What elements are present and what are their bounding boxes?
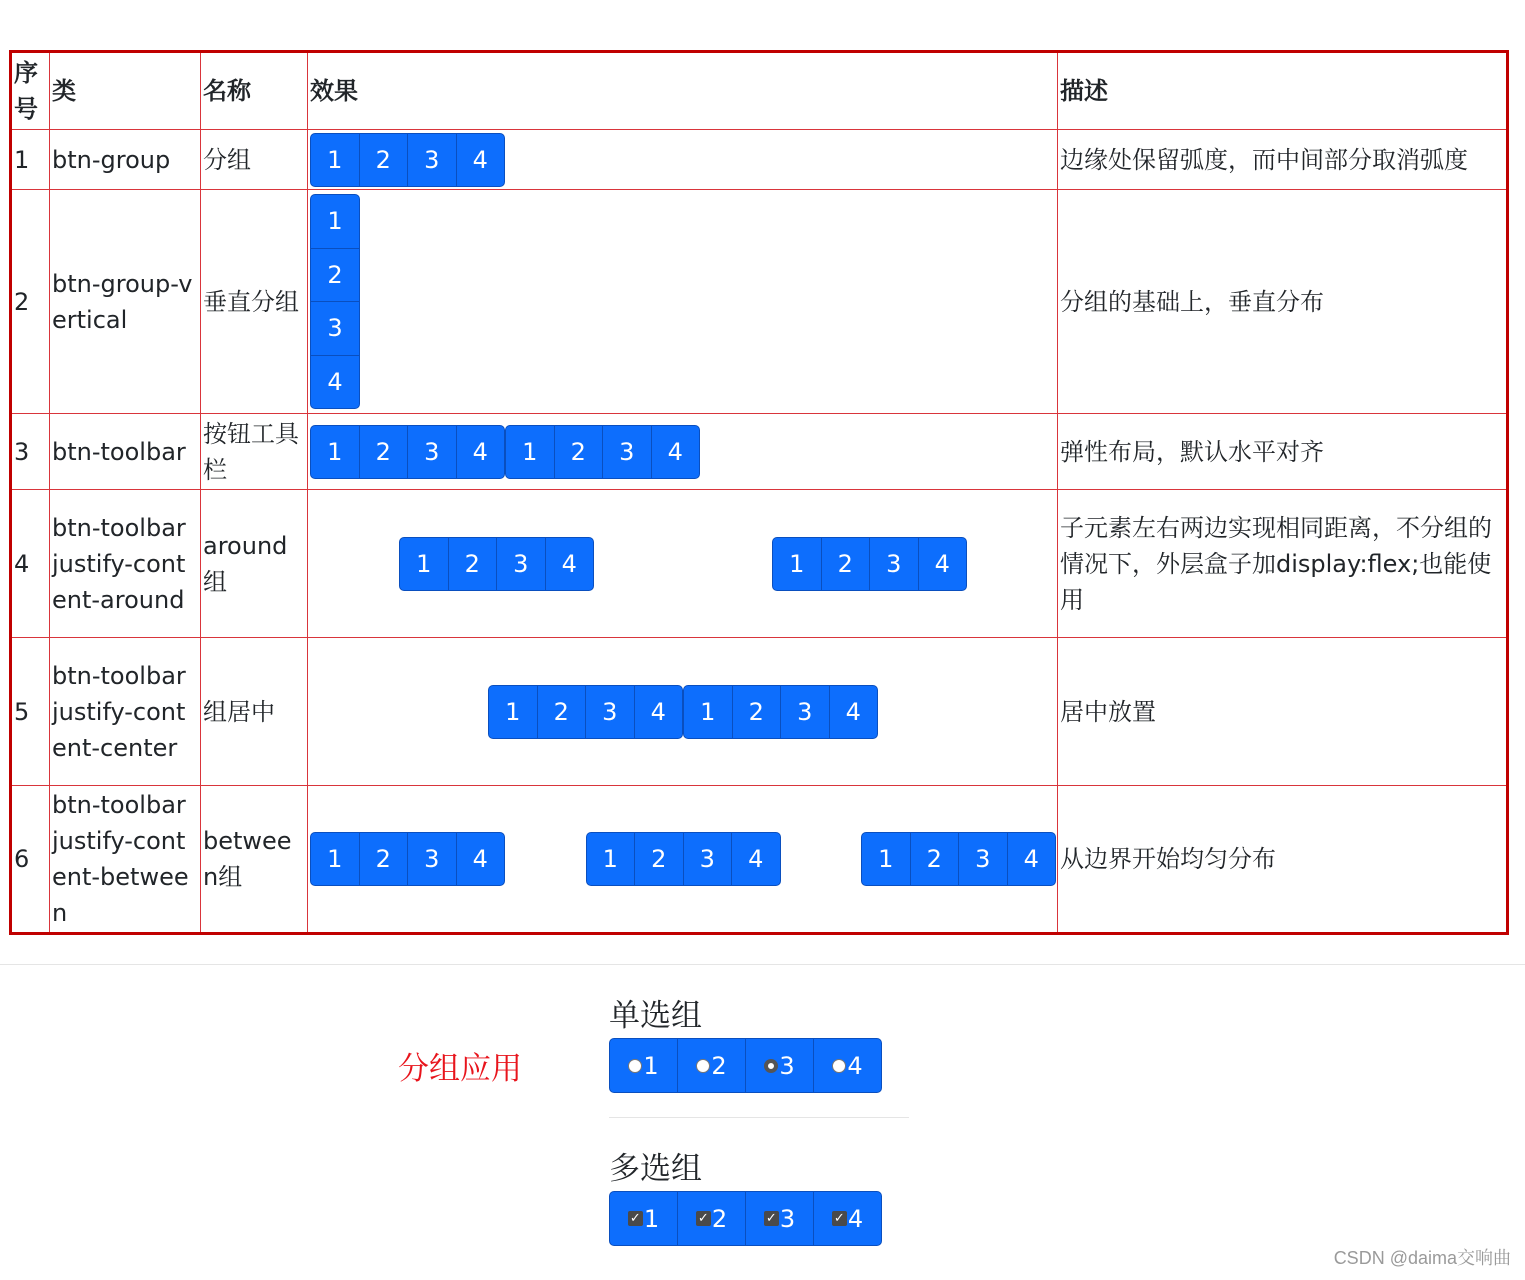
row-class: btn-toolbar justify-content-center xyxy=(50,638,201,786)
group-divider xyxy=(609,1117,909,1118)
header-description: 描述 xyxy=(1058,52,1508,130)
header-class: 类 xyxy=(50,52,201,130)
radio-selected-icon xyxy=(764,1059,778,1073)
btn-group xyxy=(310,832,505,886)
row-index: 3 xyxy=(11,414,50,490)
table-row xyxy=(11,638,1508,786)
radio-option-4[interactable] xyxy=(813,1038,882,1093)
table-row xyxy=(11,414,1508,490)
group-button[interactable]: 1 xyxy=(310,832,360,886)
group-button[interactable]: 1 xyxy=(861,832,911,886)
row-index: 4 xyxy=(11,490,50,638)
checkbox-checked-icon: ✓ xyxy=(764,1211,779,1226)
group-button[interactable]: 1 xyxy=(683,685,733,739)
group-button[interactable]: 4 xyxy=(456,133,506,187)
checkbox-button-group xyxy=(609,1191,882,1246)
group-button[interactable]: 4 xyxy=(310,355,360,410)
checkbox-group-title: 多选组 xyxy=(609,1151,702,1187)
row-name: 垂直分组 xyxy=(201,190,308,414)
checkbox-checked-icon: ✓ xyxy=(696,1211,711,1226)
btn-group xyxy=(310,425,505,479)
group-button[interactable]: 2 xyxy=(359,425,409,479)
app-title: 分组应用 xyxy=(398,1051,522,1087)
group-button[interactable]: 2 xyxy=(359,133,409,187)
btn-toolbar-center xyxy=(310,685,1056,739)
btn-group xyxy=(505,425,700,479)
group-button[interactable]: 3 xyxy=(496,537,546,591)
row-name: 分组 xyxy=(201,130,308,190)
header-name: 名称 xyxy=(201,52,308,130)
radio-option-2[interactable] xyxy=(677,1038,746,1093)
group-button[interactable]: 1 xyxy=(399,537,449,591)
group-button[interactable]: 3 xyxy=(869,537,919,591)
checkbox-label: 1 xyxy=(643,1204,660,1233)
table-row xyxy=(11,786,1508,934)
row-effect xyxy=(308,130,1058,190)
row-effect xyxy=(308,190,1058,414)
row-description: 弹性布局，默认水平对齐 xyxy=(1058,414,1508,490)
group-button[interactable]: 2 xyxy=(359,832,409,886)
group-button[interactable]: 1 xyxy=(488,685,538,739)
group-button[interactable]: 3 xyxy=(958,832,1008,886)
radio-icon xyxy=(628,1059,642,1073)
row-index: 5 xyxy=(11,638,50,786)
checkbox-label: 3 xyxy=(779,1204,796,1233)
group-button[interactable]: 2 xyxy=(634,832,684,886)
group-button[interactable]: 2 xyxy=(537,685,587,739)
btn-group xyxy=(772,537,967,591)
btn-group xyxy=(399,537,594,591)
checkbox-checked-icon: ✓ xyxy=(628,1211,643,1226)
button-group-table xyxy=(9,50,1509,935)
row-class: btn-toolbar justify-content-between xyxy=(50,786,201,934)
row-index: 2 xyxy=(11,190,50,414)
checkbox-option-1[interactable] xyxy=(609,1191,678,1246)
group-button[interactable]: 3 xyxy=(683,832,733,886)
btn-group xyxy=(683,685,878,739)
row-name: between组 xyxy=(201,786,308,934)
radio-label: 3 xyxy=(779,1051,795,1080)
radio-icon xyxy=(832,1059,846,1073)
row-class: btn-toolbar justify-content-around xyxy=(50,490,201,638)
group-button[interactable]: 3 xyxy=(585,685,635,739)
btn-group-vertical xyxy=(310,194,360,409)
btn-group xyxy=(310,133,505,187)
group-button[interactable]: 2 xyxy=(310,248,360,303)
group-button[interactable]: 2 xyxy=(448,537,498,591)
group-button[interactable]: 2 xyxy=(910,832,960,886)
group-button[interactable]: 1 xyxy=(505,425,555,479)
group-button[interactable]: 4 xyxy=(545,537,595,591)
row-index: 6 xyxy=(11,786,50,934)
row-effect xyxy=(308,786,1058,934)
row-description: 子元素左右两边实现相同距离，不分组的情况下，外层盒子加display:flex;也能使用 xyxy=(1058,490,1508,638)
group-button[interactable]: 1 xyxy=(772,537,822,591)
group-button[interactable]: 1 xyxy=(310,133,360,187)
row-class: btn-group-vertical xyxy=(50,190,201,414)
group-button[interactable]: 3 xyxy=(407,133,457,187)
group-button[interactable]: 4 xyxy=(1007,832,1057,886)
group-button[interactable]: 3 xyxy=(310,301,360,356)
group-button[interactable]: 3 xyxy=(780,685,830,739)
radio-group-title: 单选组 xyxy=(609,998,702,1034)
radio-label: 4 xyxy=(847,1051,863,1080)
radio-icon xyxy=(696,1059,710,1073)
group-button[interactable]: 1 xyxy=(310,425,360,479)
row-effect xyxy=(308,638,1058,786)
radio-option-1[interactable] xyxy=(609,1038,678,1093)
btn-group xyxy=(488,685,683,739)
watermark: CSDN @daima交响曲 xyxy=(1333,1248,1511,1268)
checkbox-option-2[interactable] xyxy=(677,1191,746,1246)
section-divider xyxy=(0,964,1525,965)
group-button[interactable]: 4 xyxy=(731,832,781,886)
table-header-row xyxy=(11,52,1508,130)
btn-group xyxy=(586,832,781,886)
row-name: around组 xyxy=(201,490,308,638)
group-button[interactable]: 3 xyxy=(407,425,457,479)
group-button[interactable]: 4 xyxy=(651,425,701,479)
checkbox-label: 2 xyxy=(711,1204,728,1233)
group-button[interactable]: 3 xyxy=(602,425,652,479)
group-button[interactable]: 4 xyxy=(918,537,968,591)
group-button[interactable]: 2 xyxy=(821,537,871,591)
row-description: 从边界开始均匀分布 xyxy=(1058,786,1508,934)
table-row xyxy=(11,490,1508,638)
row-name: 组居中 xyxy=(201,638,308,786)
row-description: 分组的基础上，垂直分布 xyxy=(1058,190,1508,414)
header-effect: 效果 xyxy=(308,52,1058,130)
row-class: btn-toolbar xyxy=(50,414,201,490)
btn-group xyxy=(861,832,1056,886)
row-description: 边缘处保留弧度，而中间部分取消弧度 xyxy=(1058,130,1508,190)
group-button[interactable]: 3 xyxy=(407,832,457,886)
group-button[interactable]: 2 xyxy=(554,425,604,479)
table-row xyxy=(11,130,1508,190)
radio-label: 2 xyxy=(711,1051,727,1080)
group-button[interactable]: 4 xyxy=(829,685,879,739)
row-name: 按钮工具栏 xyxy=(201,414,308,490)
radio-button-group xyxy=(609,1038,882,1093)
group-button[interactable]: 4 xyxy=(634,685,684,739)
group-button[interactable]: 2 xyxy=(732,685,782,739)
checkbox-option-3[interactable] xyxy=(745,1191,814,1246)
checkbox-label: 4 xyxy=(847,1204,864,1233)
btn-toolbar xyxy=(310,425,1056,479)
group-button[interactable]: 1 xyxy=(586,832,636,886)
btn-toolbar-between xyxy=(310,832,1056,886)
group-button[interactable]: 4 xyxy=(456,832,506,886)
row-description: 居中放置 xyxy=(1058,638,1508,786)
row-effect xyxy=(308,414,1058,490)
row-effect xyxy=(308,490,1058,638)
group-button[interactable]: 4 xyxy=(456,425,506,479)
row-index: 1 xyxy=(11,130,50,190)
row-class: btn-group xyxy=(50,130,201,190)
group-button[interactable]: 1 xyxy=(310,194,360,249)
checkbox-checked-icon: ✓ xyxy=(832,1211,847,1226)
table-row xyxy=(11,190,1508,414)
header-index: 序号 xyxy=(11,52,50,130)
radio-option-3[interactable] xyxy=(745,1038,814,1093)
radio-label: 1 xyxy=(643,1051,659,1080)
btn-toolbar-around xyxy=(310,537,1056,591)
checkbox-option-4[interactable] xyxy=(813,1191,882,1246)
